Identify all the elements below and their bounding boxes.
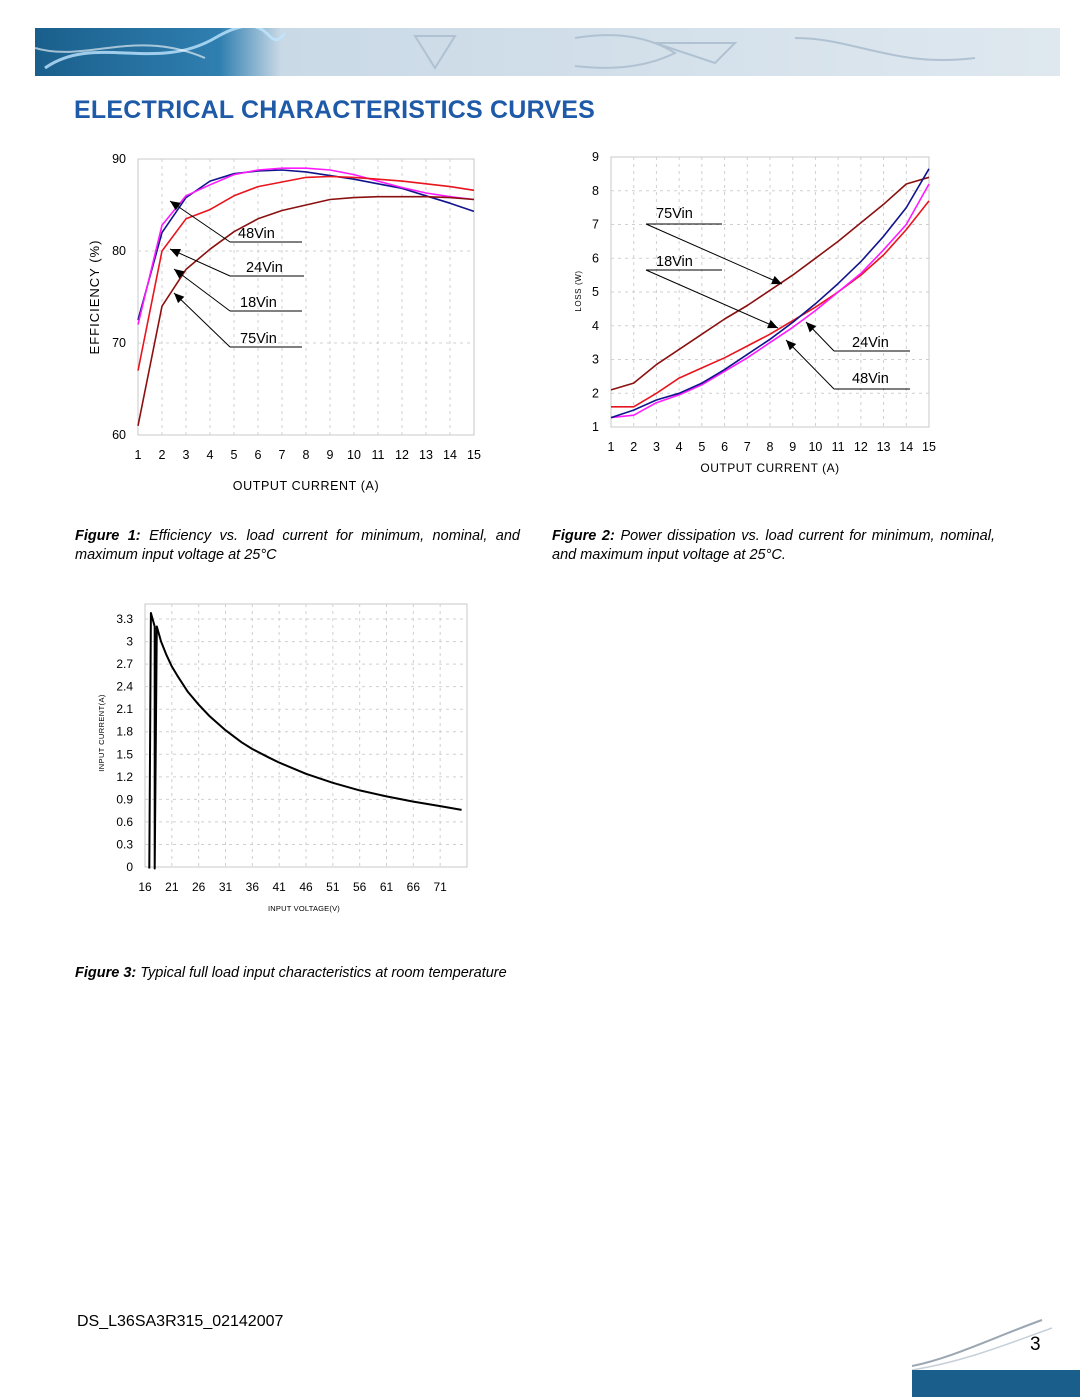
c3-x-tick: 21	[165, 880, 179, 894]
c3-x-tick: 66	[406, 880, 421, 894]
c1-x-tick: 3	[182, 448, 190, 462]
c2-x-tick: 14	[899, 440, 914, 454]
figure3-caption	[75, 964, 520, 983]
c1-x-tick: 1	[134, 448, 142, 462]
section-title: ELECTRICAL CHARACTERISTICS CURVES	[74, 96, 595, 124]
c1-annot-18vin-label: 18Vin	[240, 295, 277, 311]
c1-x-tick: 7	[278, 448, 286, 462]
c1-x-tick: 10	[347, 448, 361, 462]
c1-y-tick: 60	[112, 428, 126, 442]
c3-x-tick: 16	[138, 880, 152, 894]
c2-x-tick: 9	[789, 440, 797, 454]
figure1-caption-text: Efficiency vs. load current for minimum, nominal, and maximum input voltage at 25°C	[75, 528, 520, 563]
c3-y-tick: 1.8	[116, 724, 133, 739]
loss-chart	[568, 140, 948, 480]
c2-annot-48vin-label: 48Vin	[852, 371, 889, 387]
c2-y-tick: 4	[592, 318, 599, 333]
footer-doc-id: DS_L36SA3R315_02142007	[77, 1313, 284, 1330]
c3-y-tick: 0.9	[116, 792, 133, 807]
c1-annot-75vin-label: 75Vin	[240, 331, 277, 347]
c2-y-tick: 5	[592, 285, 599, 299]
c2-x-tick: 2	[630, 440, 638, 454]
figure3-caption-label: Figure 3:	[75, 965, 137, 981]
c3-x-tick: 61	[379, 880, 394, 894]
c2-annot-24vin-label: 24Vin	[852, 335, 889, 351]
c3-x-tick: 71	[433, 880, 447, 894]
c3-y-tick: 0.6	[116, 814, 133, 829]
c1-y-tick: 90	[112, 152, 126, 166]
c2-y-tick: 8	[592, 183, 599, 198]
figure1-caption	[75, 527, 520, 565]
figure3-caption-text: Typical full load input characteristics at room temperature	[136, 965, 507, 981]
c1-x-tick: 4	[206, 448, 214, 462]
c1-x-tick: 5	[230, 448, 238, 462]
c3-x-tick: 56	[352, 880, 367, 894]
input-axis-x-label: INPUT VOLTAGE(V)	[268, 904, 340, 913]
c2-y-tick: 3	[592, 352, 599, 367]
c3-x-tick: 41	[272, 880, 286, 894]
input-characteristics-chart	[90, 595, 480, 925]
c2-x-tick: 11	[831, 440, 845, 454]
c3-y-tick: 0	[126, 860, 133, 874]
c2-y-tick: 6	[592, 251, 599, 266]
c1-annot-24vin-label: 24Vin	[246, 260, 283, 276]
input-axis-y-label: INPUT CURRENT(A)	[97, 694, 106, 772]
c2-x-tick: 6	[721, 440, 729, 454]
c2-y-tick: 2	[592, 386, 599, 401]
c3-y-tick: 3.3	[116, 612, 133, 627]
c2-x-tick: 5	[698, 440, 706, 454]
c2-x-tick: 15	[922, 440, 936, 454]
c2-y-tick: 1	[592, 420, 599, 434]
loss-axis-y-label: LOSS (W)	[574, 270, 583, 312]
c2-x-tick: 4	[675, 440, 683, 454]
c2-x-tick: 13	[876, 440, 891, 454]
figure2-caption	[552, 527, 995, 565]
c1-y-tick: 70	[112, 336, 126, 350]
c2-annot-18vin-label: 18Vin	[656, 254, 693, 270]
c2-x-tick: 3	[652, 440, 660, 454]
c1-x-tick: 2	[158, 448, 166, 462]
figure2-caption-text: Power dissipation vs. load current for minimum, nominal, and maximum input voltage at 25°C.	[552, 528, 995, 563]
c2-y-tick: 7	[592, 217, 599, 232]
c3-x-tick: 26	[191, 880, 206, 894]
c1-x-tick: 12	[395, 448, 409, 462]
footer-corner-graphic	[912, 1318, 1080, 1397]
figure2-caption-label: Figure 2:	[552, 528, 615, 544]
loss-axis-x-label: OUTPUT CURRENT (A)	[700, 461, 840, 475]
header-banner	[35, 28, 1060, 76]
c1-x-tick: 8	[302, 448, 310, 462]
c3-y-tick: 2.7	[116, 657, 133, 672]
c3-x-tick: 51	[326, 880, 340, 894]
c3-x-tick: 46	[299, 880, 313, 894]
c3-x-tick: 36	[245, 880, 260, 894]
c1-x-tick: 13	[419, 448, 433, 462]
c3-y-tick: 1.2	[116, 769, 133, 784]
c3-y-tick: 3	[126, 634, 133, 649]
c1-x-tick: 9	[326, 448, 334, 462]
c1-annot-48vin-label: 48Vin	[238, 226, 275, 242]
c1-x-tick: 15	[467, 448, 481, 462]
c2-x-tick: 7	[743, 440, 751, 454]
c1-x-tick: 6	[254, 448, 262, 462]
figure1-caption-label: Figure 1:	[75, 528, 141, 544]
efficiency-axis-x-label: OUTPUT CURRENT (A)	[232, 479, 380, 493]
c3-x-tick: 31	[218, 880, 233, 894]
c2-x-tick: 12	[853, 440, 868, 454]
c3-y-tick: 2.4	[116, 679, 133, 694]
page-number: 3	[1030, 1334, 1041, 1355]
c1-x-tick: 14	[443, 448, 457, 462]
c2-y-tick: 9	[592, 150, 599, 164]
c1-y-tick: 80	[112, 244, 126, 258]
efficiency-axis-y-label: EFFICIENCY (%)	[87, 239, 102, 355]
c2-annot-75vin-label: 75Vin	[656, 206, 693, 222]
c2-x-tick: 1	[607, 440, 615, 454]
efficiency-chart	[70, 145, 500, 500]
c2-x-tick: 10	[808, 440, 823, 454]
c3-y-tick: 0.3	[116, 837, 133, 852]
c3-y-tick: 1.5	[116, 747, 133, 762]
c3-y-tick: 2.1	[116, 702, 133, 717]
c2-x-tick: 8	[766, 440, 774, 454]
c1-x-tick: 11	[371, 448, 385, 462]
